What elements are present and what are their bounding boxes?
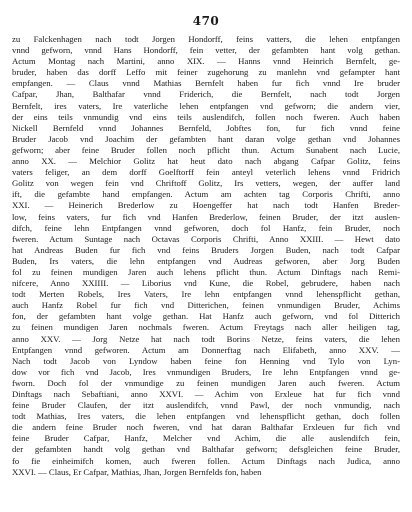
text-line: fo fie einheimifch komen, auch fweren follen. Actum Dinftags nach Judica, anno xyxy=(12,455,400,466)
text-line: der eins teils vnmundig vnd eins teils auslendifch, follen noch fweren. Auch haben xyxy=(12,111,400,122)
text-line: Nickell Bernfeld vnnd Johannes Bernfeld, Jobftes fon, fur fich vnnd feine xyxy=(12,122,400,133)
text-line: bruder, haben das dorff Leffo mit feiner zugehorung zu manlehn vnd gefampter hant xyxy=(12,67,400,78)
text-line: fweren. Actum Suntage nach Octavas Corporis Chrifti, Anno XXIII. — Hewt dato xyxy=(12,233,400,244)
text-line: fworn. Doch fol der vnmundige zu feinen mundigen Jaren auch fweren. Actum xyxy=(12,377,400,388)
text-line: Bruder Jacob vnd Joachim der gefambten hant daran volge gethan vnd Johannes xyxy=(12,133,400,144)
text-line: zu Falckenhagen nach todt Jorgen Hondorff, feins vatters, die lehen entpfangen xyxy=(12,34,400,44)
page-number: 470 xyxy=(192,14,220,28)
text-line: vaters feliger, an dem dorff Goelftorff fein anteyl veterlich lehens vnnd Fridrich xyxy=(12,167,400,178)
text-line: auch Hanfz Robel fur fich vnd Ditterichen, feinen vnmundigen Bruder, Achims xyxy=(12,300,400,311)
text-line: difch, feine lehn Entpfangen vnnd gefworen, doch fol Hanfz, fein Bruder, noch xyxy=(12,222,400,233)
text-line: zu feinen mundigen Jaren nochmals fweren. Actum Freytags nach aller heiligen tag, xyxy=(12,322,400,333)
text-line: Entpfangen vnnd gefworen. Actum am Donnerftag nach Elifabeth, anno XXV. — xyxy=(12,344,400,355)
text-line: Bernfelt, ires vaters, Ire vaterliche lehen entpfangen vnd gefworn; die andern vier, xyxy=(12,100,400,111)
text-line: todt Merten Robels, Ires Vaters, Ire lehn entpfangen vnnd lehenspflicht gethan, xyxy=(12,289,400,300)
text-line: fon, der gefambten hant volge gethan. Hat Hanfz auch gefworn, vnd fol Ditterich xyxy=(12,311,400,322)
text-line: fol zu feinen mundigen Jaren auch lehens pflicht thun. Actum Dinftags nach Remi- xyxy=(12,266,400,277)
text-line: anno XXV. — Jorg Netze hat nach todt Borins Netze, feins vaters, die lehen xyxy=(12,333,400,344)
text-line: XXVI. — Claus, Er Cafpar, Mathias, Jhan, Jorgen Bernfelds fon, haben xyxy=(12,466,262,477)
text-line: Actum Montag nach Martini, anno XIX. — Hanns vnnd Heinrich Bernfelt, ge- xyxy=(12,56,400,67)
text-line: Cafpar, Jhan, Balthafar vnnd Friderich, die Bernfelt, nach todt Jorgen xyxy=(12,89,400,100)
text-line: gefworn; aber feine Bruder follen noch pflicht thun. Actum Sunabent nach Lucie, xyxy=(12,144,400,155)
text-line: feine Bruder Claufen, der itzt auslendifch, vnnd Pawl, der noch vnmundig, nach xyxy=(12,400,400,411)
text-line: der gefambten handt volg gethan vnd Balthafar gefworn; defsgleichen feine Bruder, xyxy=(12,444,400,455)
text-line: nifcere, Anno XXIIII. — Liborius vnd Kune, die Robel, gebrudere, haben nach xyxy=(12,278,400,289)
text-line: Buden, Irs vaters, die lehn entpfangen vnd Audreas gefworen, aber Jorg Buden xyxy=(12,255,400,266)
text-line: ift, die gefambte hand empfangen. Actum am achten tag Corporis Chrifti, anno xyxy=(12,189,400,200)
text-line: dow vor fich vnd Jacob, Ires vnmundigen Bruders, Ire lehn Entpfangen vnnd ge- xyxy=(12,366,400,377)
text-line: low, feins vaters, fur fich vnd Hanfen Brederlow, feinen Bruder, der itzt auslen- xyxy=(12,211,400,222)
text-line: Golitz von wegen fein vnd Chriftoff Golitz, Irs vetters, wegen, der auffer land xyxy=(12,178,400,189)
text-line: vnnd gefworn, vnnd Hans Hondorff, fein vetter, der gefambten hant volg gethan. xyxy=(12,45,400,56)
text-line: anno XX. — Melchior Golitz hat heut dato nach abgang Cafpar Golitz, feins xyxy=(12,156,400,167)
text-line: hat Andreas Buden fur fich vnd feins Bruders Jorgen Buden, nach todt Cafpar xyxy=(12,244,400,255)
text-line: Nach todt Jacob von Lyndow haben feine fon Henning vnd Tylo von Lyn- xyxy=(12,355,400,366)
text-line: empfangen. — Claus vnnd Mathias Bernfelt haben fur fich vnnd Ire bruder xyxy=(12,78,400,89)
body-text xyxy=(12,34,400,478)
text-line: Dinftags nach Sebaftiani, anno XXVI. — Achim von Erxleue hat fur fich vnnd xyxy=(12,389,400,399)
text-line: todt Mathias, Ires vaters, die lehen entpfangen vnd lehenspflicht gethan, doch follen xyxy=(12,411,400,422)
text-line: XXI. — Heinerich Brederlow zu Hoengeffer hat nach todt Hanfen Breder- xyxy=(12,200,400,211)
text-line: feine Bruder Cafpar, Hanfz, Melcher vnd Achim, die alle auslendifch fein, xyxy=(12,433,400,444)
text-line: die andern feine Bruder noch fweren, vnd hat daran Balthafar Erxleuen fur fich vnd xyxy=(12,422,400,433)
